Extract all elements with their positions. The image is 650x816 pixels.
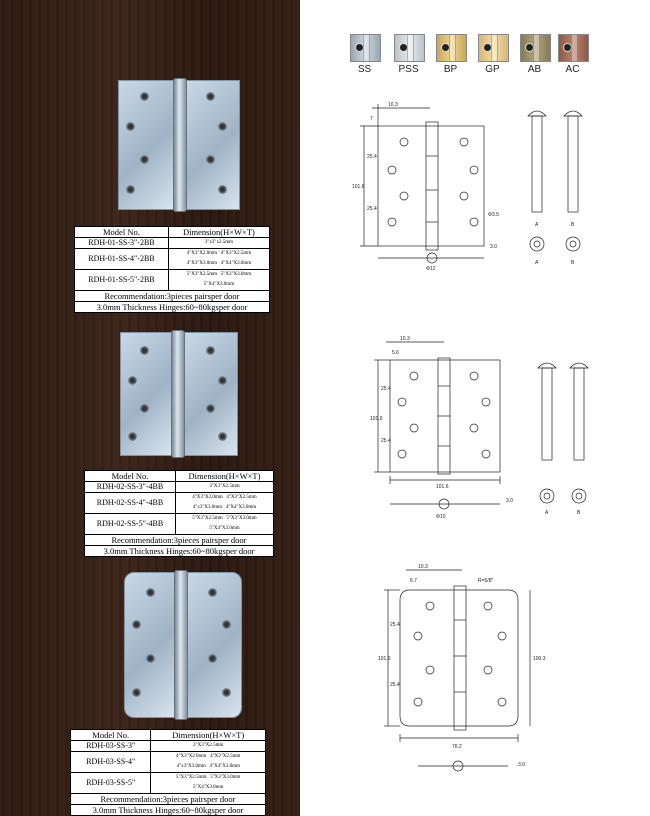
hinge-knuckle (174, 570, 188, 720)
dim-height: 101.6 (352, 184, 365, 190)
finish-swatch-pss (394, 34, 425, 62)
col-header-model: Model No. (75, 227, 169, 238)
screw-hole (218, 376, 227, 385)
dim-pitch: 25.4 (381, 386, 391, 392)
dim-pitch: 25.4 (390, 622, 400, 628)
dimension-cell: 5"X3"X3.0mm (220, 272, 252, 277)
dim-top: 10.3 (418, 564, 428, 570)
dimension-cell: 4"X3"X2.0mm (192, 495, 223, 500)
col-header-dimension: Dimension(H×W×T) (175, 471, 273, 482)
hinge-knuckle (171, 330, 185, 458)
thickness-text: 3.0mm Thickness Hinges:60~80kgsper door (75, 302, 270, 313)
screw-hole (206, 155, 215, 164)
thickness-text: 3.0mm Thickness Hinges:60~80kgsper door (71, 805, 266, 816)
dimension-cell: 4"X3"X2.0mm (186, 251, 218, 256)
dimension-cell: 5"X4"X3.0mm (209, 526, 240, 531)
dim-offset: 6.7 (410, 578, 417, 584)
dim-right-height: 100.3 (533, 656, 546, 662)
screw-hole (222, 620, 231, 629)
finish-swatch-ss (350, 34, 381, 62)
dimension-cell: 5"X3"X2.5mm (192, 516, 223, 521)
model-cell: RDH-02-SS-5"-4BB (85, 514, 176, 535)
model-cell: RDH-02-SS-3"-4BB (85, 482, 176, 493)
screw-hole (128, 432, 137, 441)
dim-side: Φ3.5 (488, 212, 499, 218)
dimension-cell: 3"X3"X2.5mm (193, 743, 224, 748)
screw-hole (140, 155, 149, 164)
screw-label-a: A (545, 510, 549, 516)
screw-hole (126, 122, 135, 131)
model-cell: RDH-03-SS-4" (71, 752, 151, 773)
screw-hole (140, 404, 149, 413)
screw-hole (222, 688, 231, 697)
finish-swatch-ac (558, 34, 589, 62)
wood-background-panel (0, 0, 300, 816)
dim-radius: R=5/8" (478, 578, 494, 584)
dim-top: 10.3 (400, 336, 410, 342)
recommendation-text: Recommendation:3pieces pairsper door (85, 535, 274, 546)
model-cell: RDH-03-SS-5" (71, 773, 151, 794)
dimension-cell: 4"x3"X3.0mm (176, 764, 206, 769)
dim-pitch: 25.4 (390, 682, 400, 688)
dimension-cell: 5"X3"X3.0mm (210, 775, 241, 780)
dim-pitch: 25.4 (381, 438, 391, 444)
spec-table-rdh-03 (70, 729, 266, 816)
dim-pin: Φ12 (426, 266, 436, 272)
finish-label: AB (527, 64, 542, 75)
finish-label: BP (443, 64, 458, 75)
screw-label-b: B (571, 260, 575, 266)
finish-label: SS (357, 64, 372, 75)
dimension-cell: 4"X4"X3.0mm (225, 505, 257, 510)
dim-thk: 3.0 (506, 498, 513, 504)
screw-hole (206, 404, 215, 413)
screw-label-b: B (571, 222, 575, 228)
dimension-cell: 5"X3"X2.5mm (186, 272, 218, 277)
dimension-cell: 5"X4"X3.0mm (193, 785, 224, 790)
col-header-model: Model No. (71, 730, 151, 741)
model-cell: RDH-01-SS-4"-2BB (75, 249, 169, 270)
screw-label-a: A (535, 222, 539, 228)
dim-pitch: 25.4 (367, 154, 377, 160)
finish-label: PSS (398, 64, 419, 75)
screw-hole (140, 92, 149, 101)
dimension-cell: 4"x3"X3.0mm (192, 505, 223, 510)
dim-offset: 5.6 (392, 350, 399, 356)
dimension-cell: 5"X3"X3.0mm (226, 516, 257, 521)
screw-label-b: B (577, 510, 581, 516)
hinge-knuckle (173, 78, 187, 212)
screw-hole (208, 654, 217, 663)
recommendation-text: Recommendation:3pieces pairsper door (75, 291, 270, 302)
technical-drawing-1 (350, 98, 610, 278)
screw-hole (218, 432, 227, 441)
spec-table-rdh-01 (74, 226, 270, 313)
dimension-cell: 4"X3"X2.5mm (226, 495, 257, 500)
model-cell: RDH-01-SS-3"-2BB (75, 238, 169, 249)
col-header-dimension: Dimension(H×W×T) (151, 730, 266, 741)
screw-hole (126, 185, 135, 194)
model-cell: RDH-01-SS-5"-2BB (75, 270, 169, 291)
dimension-cell: 4"X3"X3.0mm (186, 261, 218, 266)
spec-table-rdh-02 (84, 470, 274, 557)
screw-hole (140, 346, 149, 355)
screw-hole (206, 346, 215, 355)
model-cell: RDH-03-SS-3" (71, 741, 151, 752)
finish-swatch-ab (520, 34, 551, 62)
technical-drawing-3 (378, 560, 558, 790)
model-cell: RDH-02-SS-4"-4BB (85, 493, 176, 514)
dimension-cell: 3"x3"x2.5mm (204, 240, 233, 245)
hinge-photo-square-4bb (120, 332, 236, 456)
screw-hole (208, 588, 217, 597)
screw-hole (218, 185, 227, 194)
screw-hole (128, 376, 137, 385)
col-header-model: Model No. (85, 471, 176, 482)
screw-hole (146, 654, 155, 663)
hinge-photo-square-2bb (118, 80, 238, 210)
recommendation-text: Recommendation:3pieces pairsper door (71, 794, 266, 805)
dim-width: 101.6 (436, 484, 449, 490)
dim-edge: 7 (370, 116, 373, 122)
dim-thk: 3.0 (518, 762, 525, 768)
col-header-dimension: Dimension(H×W×T) (168, 227, 269, 238)
screw-hole (206, 92, 215, 101)
screw-label-a: A (535, 260, 539, 266)
dim-top: 10.3 (388, 102, 398, 108)
screw-hole (218, 122, 227, 131)
finish-label: GP (485, 64, 500, 75)
thickness-text: 3.0mm Thickness Hinges:60~80kgsper door (85, 546, 274, 557)
screw-hole (132, 620, 141, 629)
dimension-cell: 4"X4"X3.0mm (209, 764, 240, 769)
dim-height: 101.6 (378, 656, 391, 662)
dim-thk: 3.0 (490, 244, 497, 250)
technical-drawing-2 (370, 330, 610, 530)
dim-height: 101.6 (370, 416, 383, 422)
dimension-cell: 4"X4"X3.0mm (220, 261, 252, 266)
dim-pitch: 25.4 (367, 206, 377, 212)
dimension-cell: 4"X3"X2.5mm (210, 754, 241, 759)
dimension-cell: 4"X3"X2.0mm (176, 754, 207, 759)
dimension-cell: 5"X3"X2.5mm (176, 775, 207, 780)
dimension-cell: 5"X4"X3.0mm (203, 282, 235, 287)
dimension-cell: 4"X3"X2.5mm (220, 251, 252, 256)
screw-hole (132, 688, 141, 697)
dimension-cell: 3"X3"X2.5mm (209, 484, 240, 489)
finish-swatch-gp (478, 34, 509, 62)
dim-pin: Φ10 (436, 514, 446, 520)
hinge-photo-round-corner (124, 572, 240, 718)
dim-width: 76.2 (452, 744, 462, 750)
finish-label: AC (565, 64, 580, 75)
screw-hole (146, 588, 155, 597)
finish-swatch-bp (436, 34, 467, 62)
